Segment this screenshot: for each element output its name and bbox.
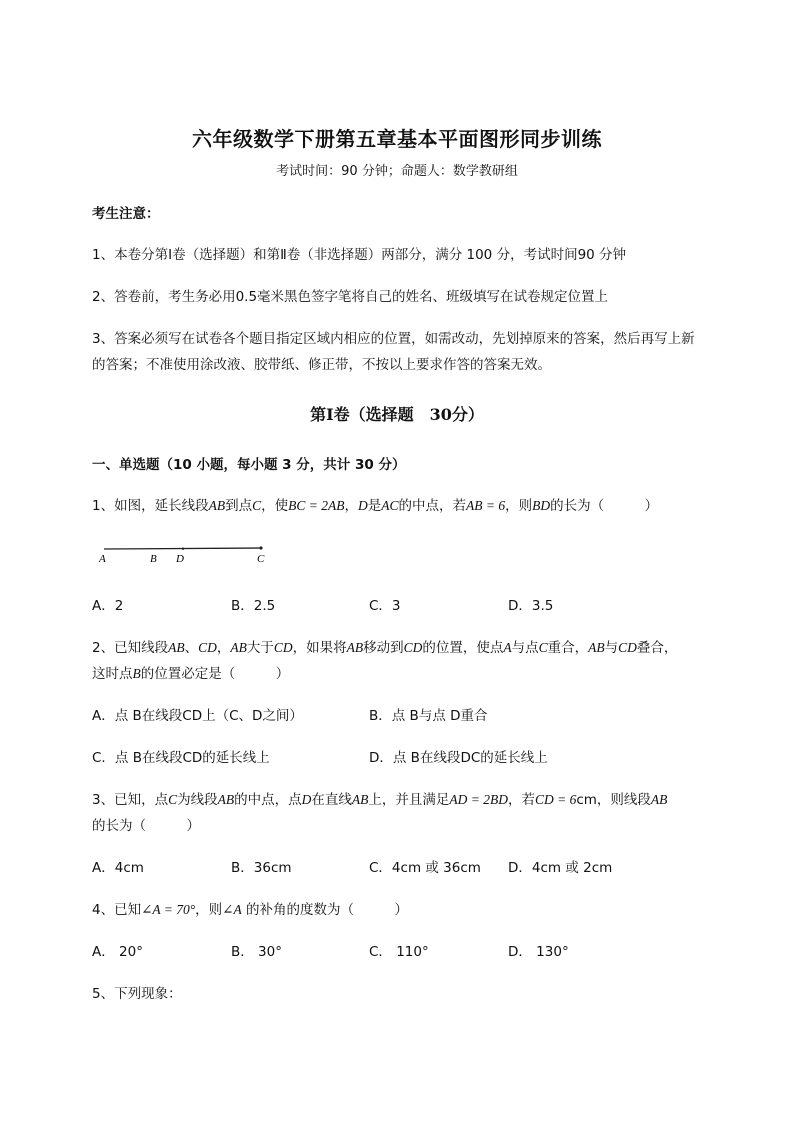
q3-text: 3、已知，点 [92, 792, 169, 808]
q4-option-c: C． 110° [369, 944, 429, 960]
q2-text: 大于 [246, 640, 274, 656]
label-d: D [176, 553, 184, 565]
q1-option-b: B．2.5 [231, 598, 276, 614]
notice-item-2: 2、答卷前，考生务必用0.5毫米黑色签字笔将自己的姓名、班级填写在试卷规定位置上 [92, 289, 609, 305]
q4-option-a: A． 20° [92, 944, 143, 960]
q2-point-b: B [132, 666, 141, 681]
q3-equation-1: AD = 2BD [449, 792, 508, 807]
q1-text: 是 [367, 498, 382, 514]
notice-item-3-line-1: 3、答案必须写在试卷各个题目指定区域内相应的位置，如需改动，先划掉原来的答案，然后再写上新 [92, 331, 695, 347]
q1-text: ， [344, 498, 358, 514]
q2-option-c: C．点 B在线段CD的延长线上 [92, 750, 270, 766]
q2-text: 与点 [511, 640, 539, 656]
notice-item-1: 1、本卷分第Ⅰ卷（选择题）和第Ⅱ卷（非选择题）两部分，满分 100 分，考试时间90 分钟 [92, 247, 627, 263]
q3-option-b: B．36cm [231, 860, 292, 876]
q3-text: 的中点，点 [234, 792, 302, 808]
q4-angle: ∠A [222, 902, 242, 917]
question-3-line-2: 的长为（ ） [92, 818, 200, 834]
part-title: 一、单选题（10 小题，每小题 3 分，共计 30 分） [92, 457, 406, 473]
q2-segment-cd: CD [618, 640, 637, 655]
q3-text: ，则线段 [596, 792, 651, 808]
q4-text: 的补角的度数为（ ） [241, 902, 409, 918]
q4-text: ，则 [195, 902, 223, 918]
document-title: 六年级数学下册第五章基本平面图形同步训练 [192, 127, 602, 151]
q3-unit: cm [576, 792, 597, 808]
q2-segment-ab: AB [588, 640, 605, 655]
q2-segment-cd: CD [273, 640, 293, 655]
q2-segment-ab: AB [230, 640, 247, 655]
q2-text: 与 [604, 640, 619, 656]
q1-text: 到点 [225, 498, 253, 514]
q1-text: ，则 [505, 498, 533, 514]
q1-line-segment-figure [92, 540, 292, 570]
q3-option-c: C．4cm 或 36cm [369, 860, 481, 876]
q1-option-c: C．3 [369, 598, 401, 614]
q2-text: 叠合， [636, 640, 678, 656]
question-1 [92, 494, 658, 514]
q2-segment-ab: AB [168, 640, 185, 655]
exam-info: 考试时间：90 分钟；命题人：数学教研组 [276, 164, 518, 179]
q2-text: 的位置，使点 [422, 640, 504, 656]
q2-point-a: A [503, 640, 512, 655]
q2-text: 的位置必定是（ ） [140, 666, 290, 682]
q2-point-c: C [538, 640, 548, 655]
question-3-line-1 [92, 788, 667, 808]
question-5: 5、下列现象： [92, 986, 182, 1002]
q4-option-d: D． 130° [508, 944, 569, 960]
q2-text: 2、已知线段 [92, 640, 169, 656]
q1-segment-ac: AC [381, 498, 399, 513]
q4-equation: ∠A = 70° [141, 902, 196, 917]
q3-option-a: A．4cm [92, 860, 144, 876]
notice-heading: 考生注意： [92, 206, 160, 222]
q3-equation-2: CD = 6 [534, 792, 577, 807]
question-4 [92, 898, 408, 918]
q3-text: ，若 [507, 792, 535, 808]
q3-text: 在直线 [311, 792, 352, 808]
q1-point-d: D [357, 498, 368, 513]
q3-point-c: C [168, 792, 178, 807]
q2-text: 移动到 [363, 640, 404, 656]
notice-item-3-line-2: 的答案；不准使用涂改液、胶带纸、修正带，不按以上要求作答的答案无效。 [92, 357, 551, 373]
q2-option-a: A．点 B在线段CD上（C、D之间） [92, 708, 303, 724]
q1-segment-bd: BD [532, 498, 551, 513]
label-c: C [257, 553, 265, 565]
q2-text: 、 [184, 640, 199, 656]
q2-text: ，如果将 [292, 640, 347, 656]
q1-point-c: C [252, 498, 262, 513]
question-2-line-1 [92, 636, 677, 656]
q1-text: 1、如图，延长线段 [92, 498, 209, 514]
q2-option-b: B．点 B与点 D重合 [369, 708, 488, 724]
q2-text: 重合， [547, 640, 589, 656]
q3-text: 上，并且满足 [368, 792, 450, 808]
question-2-line-2 [92, 662, 289, 682]
q4-text: 4、已知 [92, 902, 142, 918]
point-c-dot [259, 546, 262, 549]
q3-segment-ab: AB [217, 792, 235, 807]
q2-text: ， [216, 640, 231, 656]
q2-segment-ab: AB [346, 640, 364, 655]
q1-text: ，使 [261, 498, 289, 514]
label-b: B [150, 553, 157, 565]
q3-point-d: D [301, 792, 312, 807]
q1-text: 的长为（ ） [550, 498, 659, 514]
q3-segment-ab: AB [650, 792, 668, 807]
q1-option-a: A．2 [92, 598, 124, 614]
q2-segment-cd: CD [198, 640, 217, 655]
q3-option-d: D．4cm 或 2cm [508, 860, 613, 876]
q1-option-d: D．3.5 [508, 598, 554, 614]
q4-option-b: B． 30° [231, 944, 282, 960]
q2-text: 这时点 [92, 666, 133, 682]
q1-equation-1: BC = 2AB [288, 498, 345, 513]
q3-line-ab: AB [351, 792, 369, 807]
q1-text: 的中点，若 [398, 498, 466, 514]
q2-segment-cd: CD [403, 640, 423, 655]
q1-equation-2: AB = 6 [465, 498, 506, 513]
section-title: 第Ⅰ卷（选择题 30分） [310, 405, 484, 424]
point-d-dot [182, 548, 184, 550]
label-a: A [99, 553, 106, 565]
q3-text: 为线段 [177, 792, 218, 808]
q1-segment-ab: AB [208, 498, 226, 513]
q2-option-d: D．点 B在线段DC的延长线上 [369, 750, 548, 766]
